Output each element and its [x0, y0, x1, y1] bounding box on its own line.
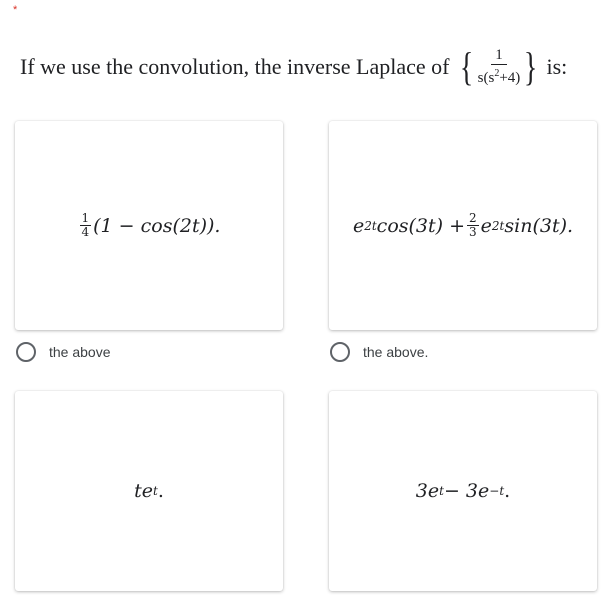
fraction-denominator: $s(s^2+4)$	[477, 68, 521, 86]
option-1-label: the above	[49, 344, 111, 360]
required-asterisk: *	[13, 4, 18, 16]
choice-1-formula: 1 4 (1 − cos(2t)).	[81, 211, 221, 239]
choice-image-1[interactable]	[15, 121, 283, 330]
choice-image-2[interactable]	[329, 121, 597, 330]
brace-close: }	[524, 43, 538, 89]
radio-circle-icon[interactable]	[16, 342, 36, 362]
fraction-numerator: 1	[491, 46, 507, 65]
brace-open: {	[460, 43, 474, 89]
choice-image-4[interactable]	[329, 391, 597, 591]
radio-circle-icon[interactable]	[330, 342, 350, 362]
question-suffix: is:	[546, 53, 568, 79]
radio-option-2[interactable]	[330, 342, 428, 362]
choice-3-formula: te t .	[134, 480, 164, 502]
choice-2-fraction: $\frac{2}{3}$	[469, 211, 477, 239]
choice-2-formula: e 2t cos(3t) + $\frac{2}{3}$ e 2t sin(3t).	[352, 211, 574, 239]
question-fraction	[478, 46, 521, 87]
radio-option-1[interactable]	[16, 342, 111, 362]
choice-1-fraction: 1 4	[81, 211, 90, 239]
question-text	[20, 43, 568, 89]
option-2-label: the above.	[363, 344, 429, 360]
choice-image-3[interactable]	[15, 391, 283, 591]
question-lead: If we use the convolution, the inverse Laplace of	[20, 53, 450, 79]
choice-4-formula: 3e t − 3e −t .	[415, 480, 511, 502]
